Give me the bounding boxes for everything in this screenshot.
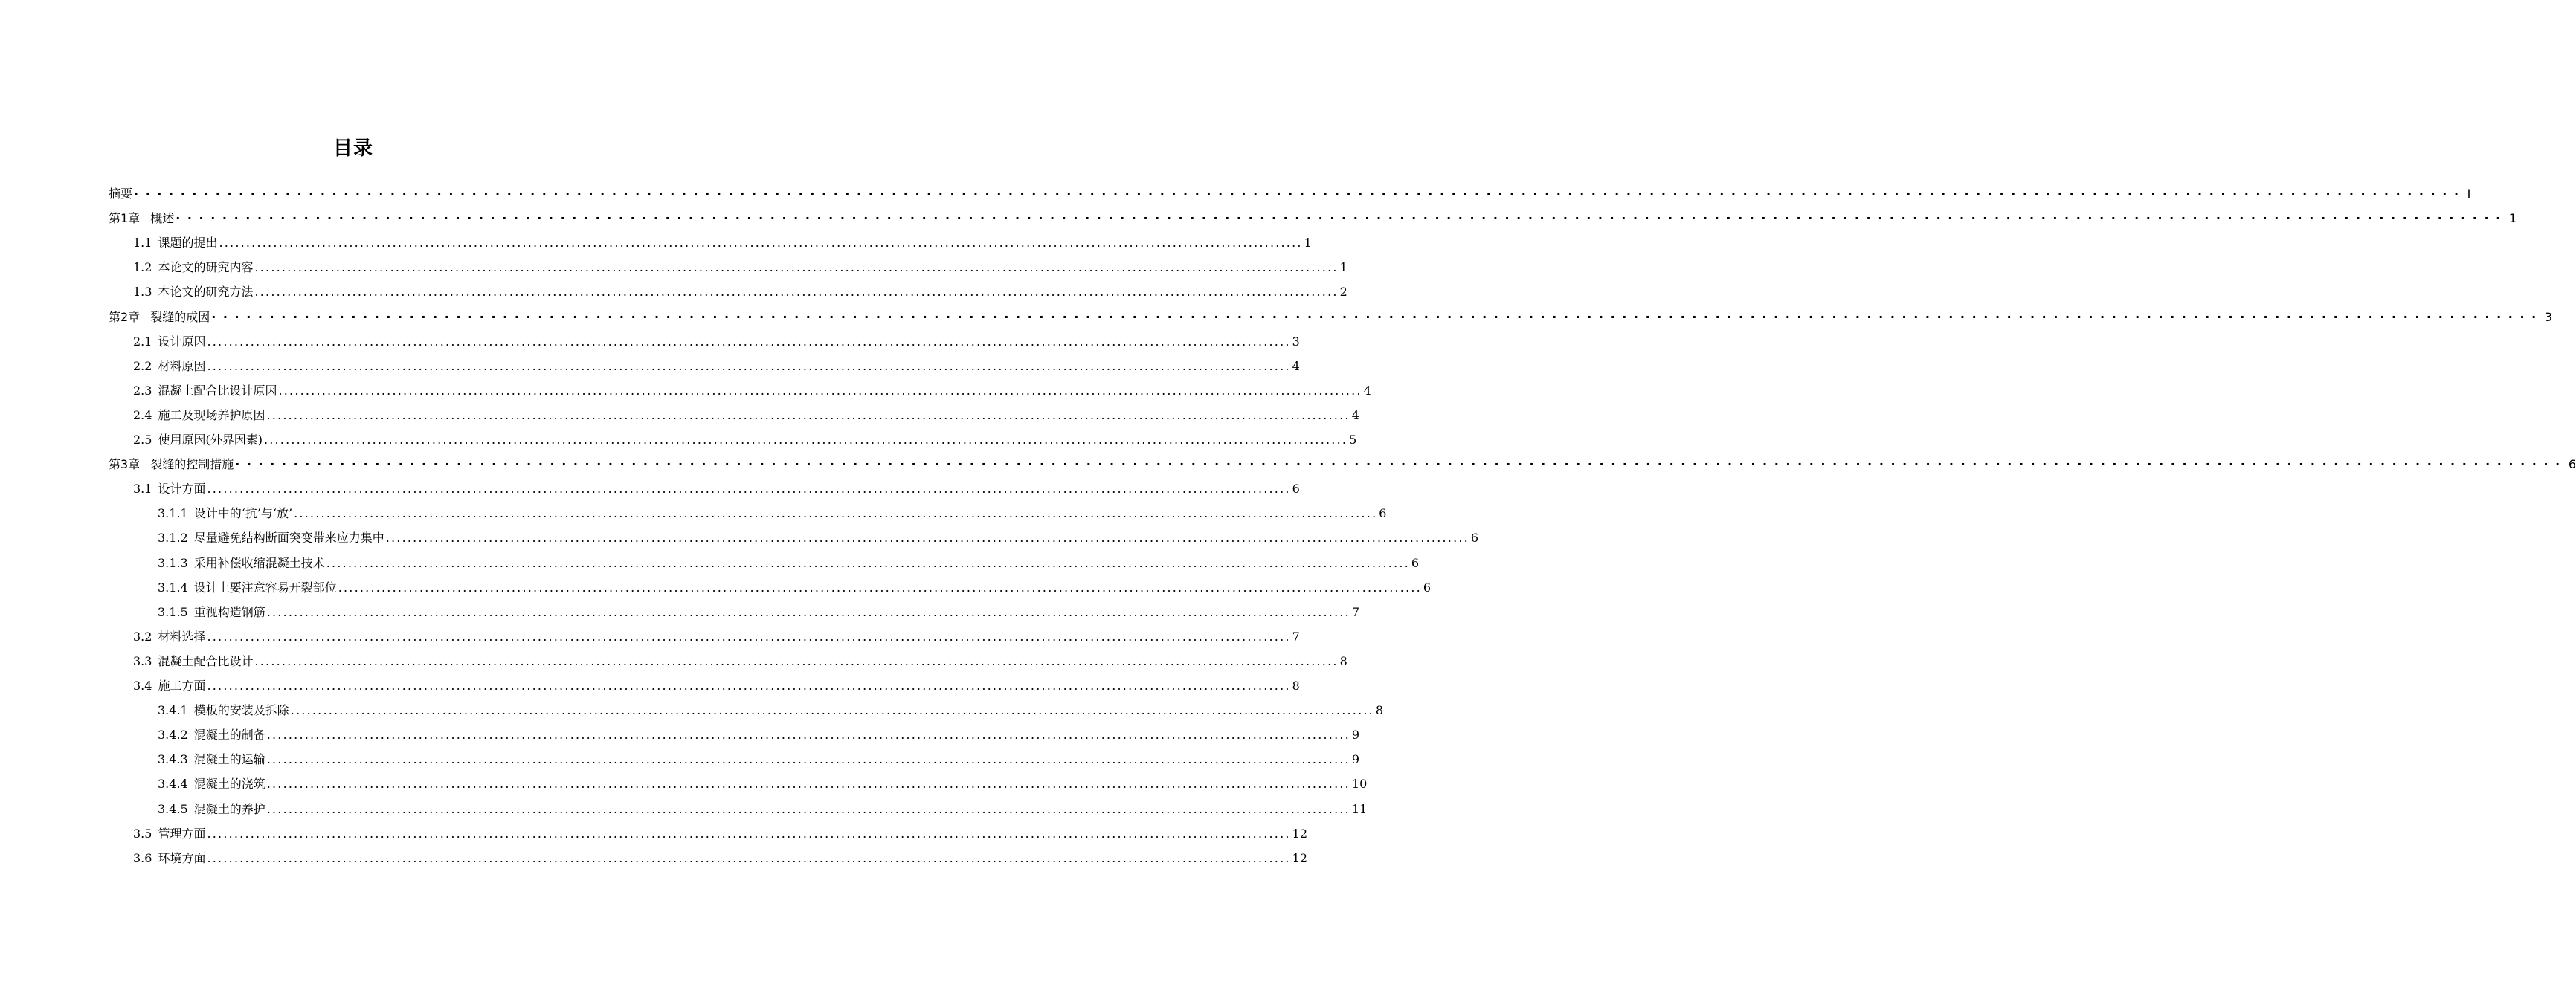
toc-entry-page: 6 bbox=[1411, 556, 1420, 570]
toc-entry[interactable] bbox=[133, 404, 1359, 427]
toc-entry-title: 混凝土的制备 bbox=[193, 728, 265, 742]
toc-entry[interactable] bbox=[133, 675, 1300, 697]
toc-entry-title: 设计上要注意容易开裂部位 bbox=[193, 581, 337, 595]
dot-leader: ........................................................................................................................................................................................................ bbox=[207, 827, 1291, 841]
toc-entry-title: 本论文的研究方法 bbox=[158, 285, 254, 299]
toc-entry-page: 4 bbox=[1292, 359, 1300, 373]
toc-entry-page: 1 bbox=[1339, 260, 1347, 274]
toc-entry-number: 3.1.5 bbox=[158, 605, 188, 619]
toc-entry-title: 重视构造钢筋 bbox=[193, 605, 265, 619]
toc-entry-title: 管理方面 bbox=[158, 827, 206, 841]
dot-leader: ........................................................................................................................................................................................................ bbox=[254, 654, 1339, 668]
dot-leader: ........................................................................................................................................................................................................ bbox=[207, 359, 1291, 373]
dot-leader: ........................................................................................................................................................................................................ bbox=[278, 384, 1362, 398]
toc-entry-title: 混凝土配合比设计原因 bbox=[158, 384, 277, 398]
toc-entry-title: 使用原因(外界因素) bbox=[158, 433, 263, 447]
toc-entry-number: 第3章 bbox=[109, 457, 141, 471]
dot-leader: ........................................................................................................................................................................................................ bbox=[326, 556, 1410, 570]
toc-entry-number: 3.6 bbox=[133, 851, 152, 865]
toc-entry-page: 6 bbox=[1423, 581, 1432, 595]
toc-entry[interactable] bbox=[158, 502, 1387, 525]
toc-entry-page: 6 bbox=[2568, 457, 2576, 471]
toc-entry[interactable] bbox=[158, 749, 1360, 771]
toc-entry-page: 4 bbox=[1351, 408, 1359, 422]
toc-entry-page: I bbox=[2467, 187, 2471, 201]
toc-entry[interactable] bbox=[158, 724, 1360, 746]
toc-entry-page: 3 bbox=[2544, 310, 2553, 324]
toc-entry[interactable] bbox=[109, 183, 2471, 205]
toc-entry[interactable] bbox=[133, 256, 1347, 279]
toc-entry-title: 施工方面 bbox=[158, 679, 206, 693]
toc-entry-page: 12 bbox=[1292, 851, 1308, 865]
toc-entry-number: 1.1 bbox=[133, 236, 152, 250]
toc-entry-page: 6 bbox=[1379, 506, 1387, 520]
dot-leader: ........................................................................................................................................................................................................ bbox=[266, 802, 1350, 816]
toc-entry-title: 混凝土配合比设计 bbox=[158, 654, 254, 668]
toc-entry[interactable] bbox=[133, 650, 1347, 673]
toc-entry[interactable] bbox=[133, 281, 1347, 303]
toc-entry-title: 尽量避免结构断面突变带来应力集中 bbox=[193, 531, 384, 545]
dot-leader: ........................................................................................................................................................................................................ bbox=[385, 531, 1469, 545]
toc-entry-title: 裂缝的控制措施 bbox=[150, 457, 234, 471]
dot-leader: ........................................................................................................................................................................................................ bbox=[266, 605, 1350, 619]
dot-leader: ........................................................................................................................................................................................................ bbox=[266, 408, 1350, 422]
dot-leader: ........................................................................................................................................................................................................ bbox=[207, 630, 1291, 644]
dot-leader: ........................................................................................................................................................................................................ bbox=[207, 851, 1291, 865]
toc-entry-page: 9 bbox=[1351, 728, 1360, 742]
toc-entry[interactable] bbox=[158, 773, 1368, 795]
toc-entry-number: 3.5 bbox=[133, 827, 152, 841]
toc-entry-number: 3.2 bbox=[133, 630, 152, 644]
dot-leader: ........................................................................................................................................................................................................ bbox=[254, 260, 1339, 274]
toc-entry-number: 第2章 bbox=[109, 310, 141, 324]
toc-entry-number: 3.4.1 bbox=[158, 703, 188, 717]
toc-entry[interactable] bbox=[133, 429, 1357, 451]
toc-entry[interactable] bbox=[158, 552, 1420, 575]
toc-entry-page: 1 bbox=[1304, 236, 1312, 250]
dot-leader: ........................................................................................................................................................................................................ bbox=[207, 482, 1291, 496]
toc-entry-number: 2.3 bbox=[133, 384, 152, 398]
toc-entry-page: 6 bbox=[1470, 531, 1479, 545]
dot-leader: ........................................................................................................................................................................................................ bbox=[266, 728, 1350, 742]
toc-entry[interactable] bbox=[133, 232, 1312, 254]
toc-entry-page: 8 bbox=[1375, 703, 1384, 717]
toc-entry[interactable] bbox=[158, 527, 1479, 549]
dot-leader: ........................................................................................................................................................................................................ bbox=[266, 752, 1350, 766]
toc-entry[interactable] bbox=[158, 601, 1360, 624]
toc-entry-number: 2.1 bbox=[133, 334, 152, 349]
toc-entry-number: 3.4.4 bbox=[158, 777, 188, 791]
toc-entry-page: 8 bbox=[1292, 679, 1300, 693]
toc-entry-number: 3.1.1 bbox=[158, 506, 188, 520]
toc-entry[interactable] bbox=[158, 577, 1432, 599]
toc-entry-number: 1.2 bbox=[133, 260, 152, 274]
toc-entry-title: 施工及现场养护原因 bbox=[158, 408, 265, 422]
toc-entry-number: 1.3 bbox=[133, 285, 152, 299]
toc-entry[interactable] bbox=[158, 699, 1384, 722]
toc-entry-title: 环境方面 bbox=[158, 851, 206, 865]
toc-entry-page: 11 bbox=[1351, 802, 1368, 816]
toc-entry-number: 3.1.2 bbox=[158, 531, 188, 545]
dot-leader: ········································································································································································································ bbox=[134, 187, 2466, 201]
toc-entry-title: 混凝土的浇筑 bbox=[193, 777, 265, 791]
toc-entry-number: 3.3 bbox=[133, 654, 152, 668]
toc-entry-title: 混凝土的养护 bbox=[193, 802, 265, 816]
toc-entry[interactable] bbox=[133, 823, 1308, 845]
toc-entry-page: 8 bbox=[1339, 654, 1347, 668]
toc-entry[interactable] bbox=[133, 331, 1300, 353]
dot-leader: ........................................................................................................................................................................................................ bbox=[254, 285, 1339, 299]
toc-entry-page: 3 bbox=[1292, 334, 1300, 349]
toc-entry-number: 3.4.3 bbox=[158, 752, 188, 766]
toc-entry-number: 3.4.5 bbox=[158, 802, 188, 816]
toc-entry[interactable] bbox=[158, 798, 1368, 821]
dot-leader: ········································································································································································································ bbox=[235, 457, 2567, 471]
toc-entry-number: 3.4.2 bbox=[158, 728, 188, 742]
toc-entry-title: 材料选择 bbox=[158, 630, 206, 644]
toc-entry-page: 7 bbox=[1351, 605, 1360, 619]
toc-entry-page: 4 bbox=[1363, 384, 1371, 398]
toc-entry-number: 2.2 bbox=[133, 359, 152, 373]
toc-entry[interactable] bbox=[133, 355, 1300, 378]
dot-leader: ........................................................................................................................................................................................................ bbox=[207, 679, 1291, 693]
dot-leader: ........................................................................................................................................................................................................ bbox=[294, 506, 1378, 520]
dot-leader: ........................................................................................................................................................................................................ bbox=[219, 236, 1303, 250]
dot-leader: ........................................................................................................................................................................................................ bbox=[263, 433, 1348, 447]
toc-entry-page: 9 bbox=[1351, 752, 1360, 766]
toc-entry-number: 3.1 bbox=[133, 482, 152, 496]
toc-entry-title: 设计原因 bbox=[158, 334, 206, 349]
toc-entry[interactable] bbox=[109, 453, 2576, 476]
toc-entry-page: 12 bbox=[1292, 827, 1308, 841]
toc-entry-title: 混凝土的运输 bbox=[193, 752, 265, 766]
toc-entry-page: 6 bbox=[1292, 482, 1300, 496]
toc-entry-title: 模板的安装及拆除 bbox=[193, 703, 289, 717]
toc-entry-title: 摘要 bbox=[109, 187, 133, 201]
toc-entry[interactable] bbox=[133, 380, 1371, 402]
toc-entry-title: 材料原因 bbox=[158, 359, 206, 373]
toc-entry[interactable] bbox=[133, 626, 1300, 648]
toc-entry-page: 2 bbox=[1339, 285, 1347, 299]
toc-entry-title: 本论文的研究内容 bbox=[158, 260, 254, 274]
dot-leader: ········································································································································································································ bbox=[176, 211, 2508, 225]
dot-leader: ........................................................................................................................................................................................................ bbox=[207, 334, 1291, 349]
toc-entry-number: 3.4 bbox=[133, 679, 152, 693]
toc-entry-title: 裂缝的成因 bbox=[150, 310, 210, 324]
toc-entry-page: 10 bbox=[1351, 777, 1368, 791]
toc-entry-number: 第1章 bbox=[109, 211, 141, 225]
toc-entry-page: 5 bbox=[1349, 433, 1357, 447]
toc-entry-title: 设计中的‘抗’与‘放’ bbox=[193, 506, 293, 520]
dot-leader: ........................................................................................................................................................................................................ bbox=[266, 777, 1350, 791]
toc-entry-page: 7 bbox=[1292, 630, 1300, 644]
toc-entry[interactable] bbox=[109, 306, 2553, 329]
dot-leader: ········································································································································································································ bbox=[211, 310, 2543, 324]
toc-entry-title: 设计方面 bbox=[158, 482, 206, 496]
dot-leader: ........................................................................................................................................................................................................ bbox=[290, 703, 1374, 717]
toc-entry[interactable] bbox=[133, 478, 1300, 500]
toc-entry-page: 1 bbox=[2508, 211, 2517, 225]
toc-entry-title: 概述 bbox=[150, 211, 175, 225]
toc-entry-number: 3.1.3 bbox=[158, 556, 188, 570]
toc-entry-number: 2.4 bbox=[133, 408, 152, 422]
toc-entry[interactable] bbox=[109, 207, 2517, 230]
toc-entry-number: 3.1.4 bbox=[158, 581, 188, 595]
toc-entry[interactable] bbox=[133, 847, 1308, 870]
toc-entry-title: 课题的提出 bbox=[158, 236, 218, 250]
dot-leader: ........................................................................................................................................................................................................ bbox=[338, 581, 1422, 595]
page-title: 目录 bbox=[332, 138, 373, 160]
toc-entry-title: 采用补偿收缩混凝土技术 bbox=[193, 556, 325, 570]
toc-entry-number: 2.5 bbox=[133, 433, 152, 447]
